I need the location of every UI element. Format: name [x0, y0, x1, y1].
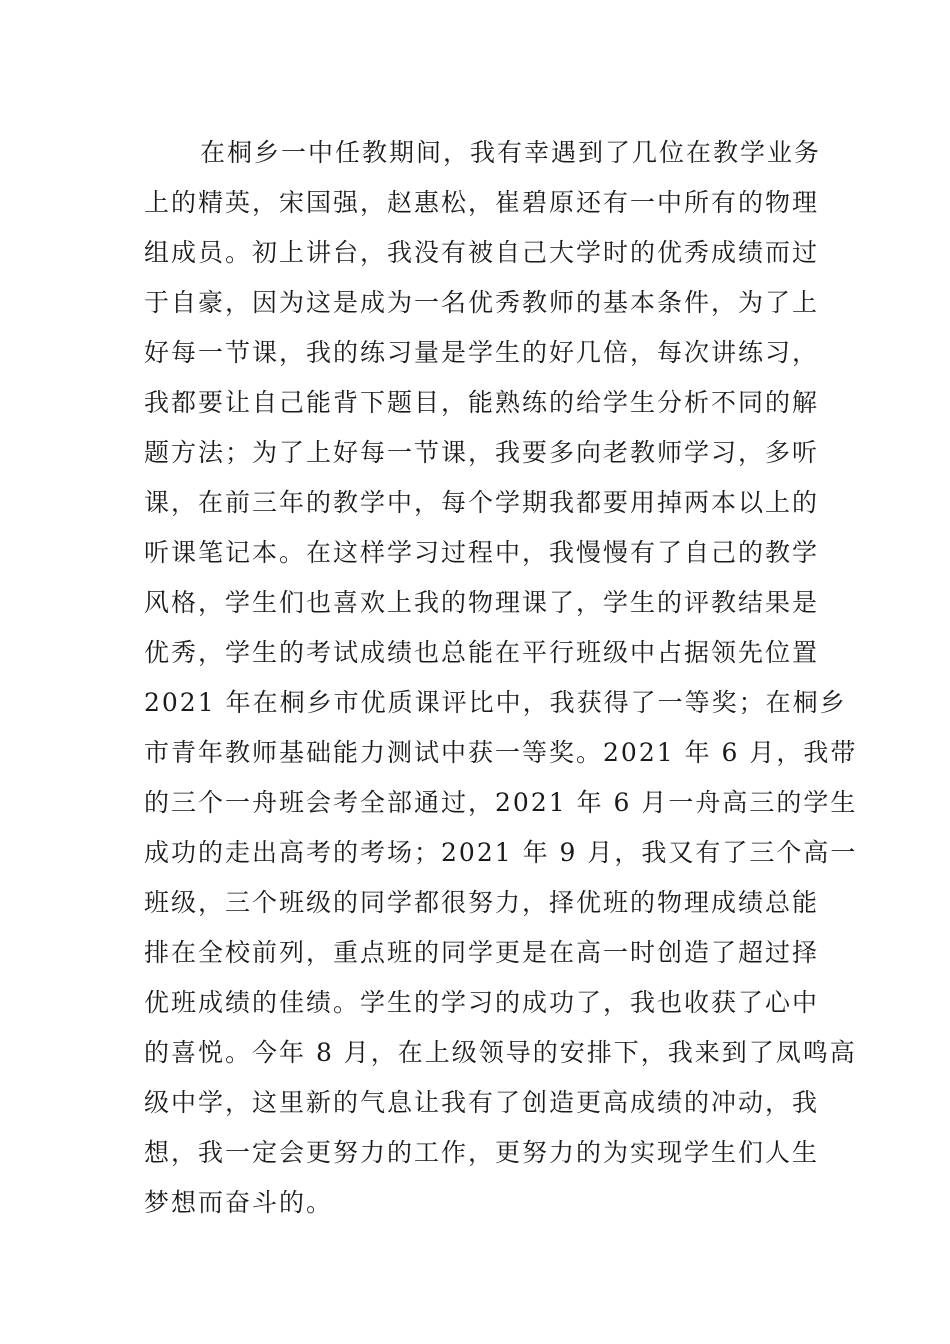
paragraph-line: 我都要让自己能背下题目，能熟练的给学生分析不同的解	[144, 388, 820, 417]
paragraph-line: 课，在前三年的教学中，每个学期我都要用掉两本以上的	[144, 488, 820, 517]
paragraph-line: 好每一节课，我的练习量是学生的好几倍，每次讲练习，	[144, 338, 820, 367]
paragraph-line: 排在全校前列，重点班的同学更是在高一时创造了超过择	[144, 938, 820, 967]
paragraph-line: 于自豪，因为这是成为一名优秀教师的基本条件，为了上	[144, 288, 820, 317]
paragraph-line: 级中学，这里新的气息让我有了创造更高成绩的冲动，我	[144, 1088, 820, 1117]
paragraph-line: 班级，三个班级的同学都很努力，择优班的物理成绩总能	[144, 888, 820, 917]
paragraph-line: 听课笔记本。在这样学习过程中，我慢慢有了自己的教学	[144, 538, 820, 567]
paragraph-line: 组成员。初上讲台，我没有被自己大学时的优秀成绩而过	[144, 238, 820, 267]
paragraph-line: 风格，学生们也喜欢上我的物理课了，学生的评教结果是	[144, 588, 820, 617]
paragraph-line: 上的精英，宋国强，赵惠松，崔碧原还有一中所有的物理	[144, 188, 820, 217]
paragraph-line: 想，我一定会更努力的工作，更努力的为实现学生们人生	[144, 1138, 820, 1167]
paragraph-line: 优班成绩的佳绩。学生的学习的成功了，我也收获了心中	[144, 988, 820, 1017]
paragraph-line: 优秀，学生的考试成绩也总能在平行班级中占据领先位置	[144, 638, 820, 667]
paragraph-line: 成功的走出高考的考场；2021 年 9 月，我又有了三个高一	[144, 838, 858, 867]
paragraph-line: 在桐乡一中任教期间，我有幸遇到了几位在教学业务	[200, 138, 822, 167]
paragraph-line: 梦想而奋斗的。	[144, 1188, 334, 1217]
paragraph-line: 题方法；为了上好每一节课，我要多向老教师学习，多听	[144, 438, 820, 467]
paragraph-line: 市青年教师基础能力测试中获一等奖。2021 年 6 月，我带	[144, 738, 858, 767]
paragraph-line: 2021 年在桐乡市优质课评比中，我获得了一等奖；在桐乡	[144, 688, 847, 717]
body-paragraph	[144, 128, 858, 1228]
paragraph-line: 的喜悦。今年 8 月，在上级领导的安排下，我来到了凤鸣高	[144, 1038, 857, 1067]
paragraph-line: 的三个一舟班会考全部通过，2021 年 6 月一舟高三的学生	[144, 788, 858, 817]
